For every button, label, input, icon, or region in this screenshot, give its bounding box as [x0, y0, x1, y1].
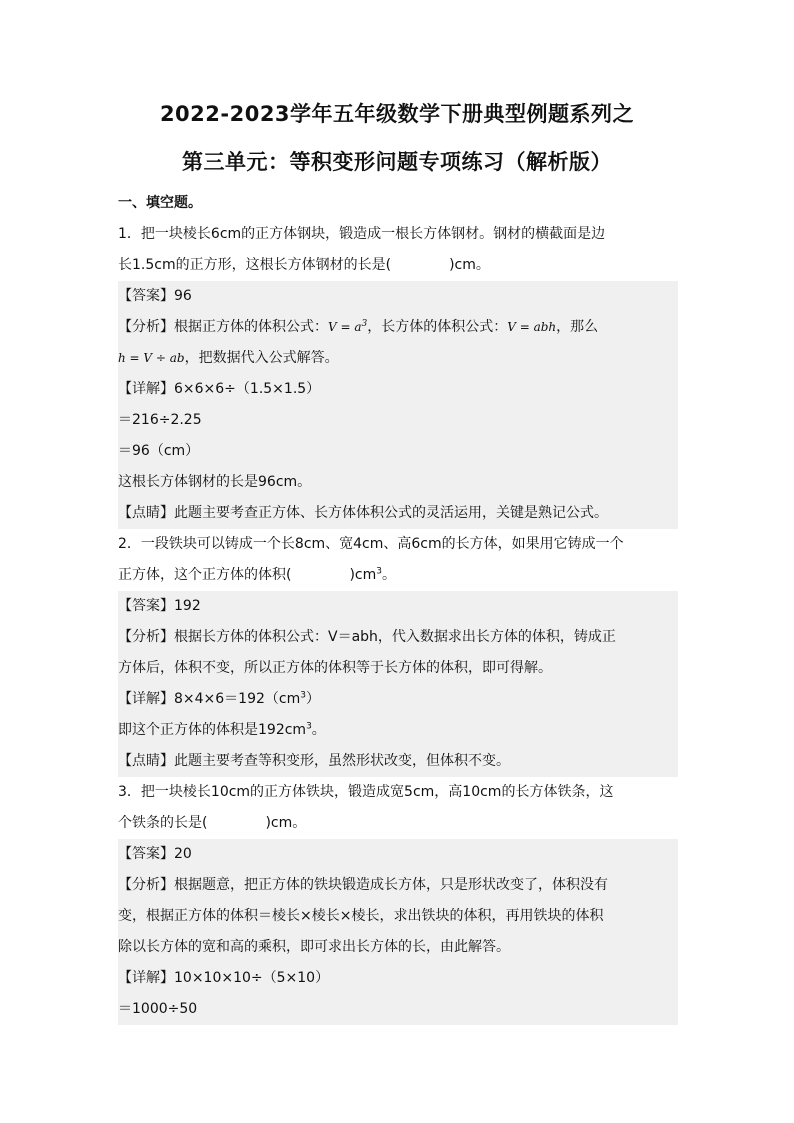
q1-stem-line1: 1．把一块棱长6cm的正方体钢块，锻造成一根长方体钢材。钢材的横截面是边 [118, 226, 606, 242]
q2-stem-unit: )cm [349, 567, 377, 583]
q3-stem-line1: 3．把一块棱长10cm的正方体铁块，锻造成宽5cm，高10cm的长方体铁条，这 [118, 784, 614, 800]
q2-detail-end: 。 [311, 722, 326, 738]
q2-detail-line2 [118, 715, 678, 746]
q3-analysis-line2: 变，根据正方体的体积＝棱长×棱长×棱长，求出铁块的体积，再用铁块的体积 [118, 901, 678, 932]
q1-comment: 【点睛】此题主要考查正方体、长方体体积公式的灵活运用，关键是熟记公式。 [118, 498, 678, 529]
q3-stem-line2 [118, 808, 678, 839]
q1-analysis-line2 [118, 343, 678, 374]
q1-formula-cuboid: V = abh [507, 320, 557, 334]
q3-detail-line1: 【详解】10×10×10÷（5×10） [118, 963, 678, 994]
q2-detail-exp: 3 [300, 690, 306, 701]
q1-detail-line2: ＝216÷2.25 [118, 405, 678, 436]
q2-detail-text: 即这个正方体的体积是192cm [118, 722, 307, 738]
q3-detail-line2: ＝1000÷50 [118, 994, 678, 1025]
q2-detail-end: ） [305, 691, 320, 707]
q1-formula-cube-exp: 3 [361, 319, 368, 329]
q1-formula-cube [328, 320, 367, 334]
q2-detail-text: 【详解】8×4×6＝192（cm [118, 691, 301, 707]
q3-analysis-line1: 【分析】根据题意，把正方体的铁块锻造成长方体，只是形状改变了，体积没有 [118, 870, 678, 901]
q2-analysis-line1: 【分析】根据长方体的体积公式：V＝abh，代入数据求出长方体的体积，铸成正 [118, 622, 678, 653]
q2-stem-line1: 2．一段铁块可以铸成一个长8cm、宽4cm、高6cm的长方体，如果用它铸成一个 [118, 536, 624, 552]
section-heading: 一、填空题。 [118, 195, 202, 211]
q2-stem-line2 [118, 560, 678, 591]
q1-analysis-text: ，长方体的体积公式： [367, 319, 508, 335]
document-body [118, 188, 678, 1025]
q1-analysis-line1 [118, 312, 678, 343]
q2-comment: 【点睛】此题主要考查等积变形，虽然形状改变，但体积不变。 [118, 746, 678, 777]
q1-analysis-text: ，那么 [556, 319, 599, 335]
q3-analysis-line3: 除以长方体的宽和高的乘积，即可求出长方体的长，由此解答。 [118, 932, 678, 963]
q2-stem-end: 。 [382, 567, 396, 583]
q1-stem-text: 长1.5cm的正方形，这根长方体钢材的长是( [118, 257, 392, 273]
q3-answer: 【答案】20 [118, 839, 678, 870]
q2-stem-text: 正方体，这个正方体的体积( [118, 567, 292, 583]
q1-analysis-text: 【分析】根据正方体的体积公式： [118, 319, 328, 335]
q2-stem-unit-exp: 3 [376, 566, 382, 577]
q1-detail-line3: ＝96（cm） [118, 436, 678, 467]
q1-formula-height: h = V ÷ ab [118, 351, 185, 365]
q1-stem-unit: )cm。 [449, 257, 490, 273]
q1-detail-line1: 【详解】6×6×6÷（1.5×1.5） [118, 374, 678, 405]
q1-analysis-text: ，把数据代入公式解答。 [184, 350, 339, 366]
q2-detail-exp: 3 [306, 721, 312, 732]
document-title-line1: 2022-2023学年五年级数学下册典型例题系列之 [159, 102, 635, 126]
q3-stem-text: 个铁条的长是( [118, 815, 208, 831]
q1-formula-cube-base: V = a [328, 320, 362, 334]
q2-detail-line1 [118, 684, 678, 715]
q2-answer: 【答案】192 [118, 591, 678, 622]
document-title-line2: 第三单元：等积变形问题专项练习（解析版） [182, 150, 612, 174]
q1-answer: 【答案】96 [118, 281, 678, 312]
q3-stem-unit: )cm。 [265, 815, 307, 831]
q2-analysis-line2: 方体后，体积不变，所以正方体的体积等于长方体的体积，即可得解。 [118, 653, 678, 684]
q1-detail-line4: 这根长方体钢材的长是96cm。 [118, 467, 678, 498]
q1-stem-line2 [118, 250, 678, 281]
